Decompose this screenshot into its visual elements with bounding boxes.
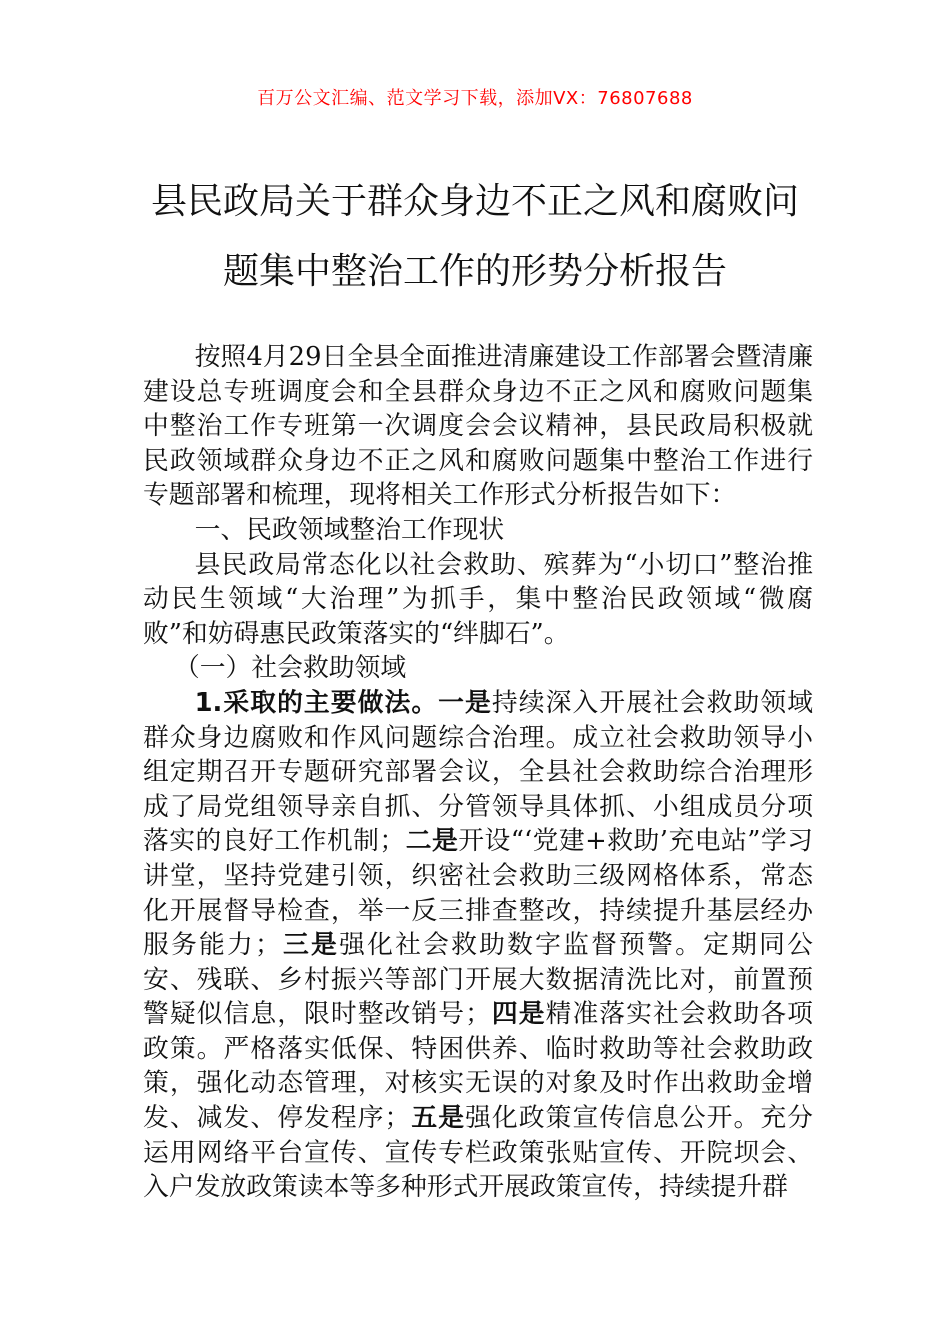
document-title-line-1: 县民政局关于群众身边不正之风和腐败问 xyxy=(150,181,799,222)
item-1-text: 持续深入开展社会救助领域群众身边腐败和作风问题综合治理。成立社会救助领导小组定期召开专题研究部署会议，全县社会救助综合治理形成了局党组领导亲自抓、分管领导具体抓、小组成员分项落实的良好工作机制； xyxy=(143,687,813,857)
section-1-paragraph: 县民政局常态化以社会救助、殡葬为“小切口”整治推动民生领域“大治理”为抓手，集中整治民政领域“微腐败”和妨碍惠民政策落实的“绊脚石”。 xyxy=(143,549,813,649)
item-3-label: 三是 xyxy=(280,930,340,961)
item-1-label: 一是 xyxy=(438,687,492,718)
item-2-label: 二是 xyxy=(405,826,459,857)
item-5-label: 五是 xyxy=(410,1103,466,1134)
watermark-contact: 百万公文汇编、范文学习下载，添加VX：76807688 xyxy=(257,88,693,109)
intro-paragraph: 按照4月29日全县全面推进清廉建设工作部署会暨清廉建设总专班调度会和全县群众身边不正之风和腐败问题集中整治工作专班第一次调度会会议精神，县民政局积极就民政领域群众身边不正之风和腐败问题集中整治工作进行专题部署和梳理，现将相关工作形式分析报告如下： xyxy=(143,342,813,511)
measures-label: 1.采取的主要做法。 xyxy=(194,687,439,718)
item-3-text: 强化社会救助数字监督预警。定期同公安、残联、乡村振兴等部门开展大数据清洗比对，前置预警疑似信息，限时整改销号； xyxy=(143,930,813,1030)
item-2-text: 开设“‘党建+救助’充电站”学习讲堂，坚持党建引领，织密社会救助三级网格体系，常态化开展督导检查，举一反三排查整改，持续提升基层经办服务能力； xyxy=(143,826,813,961)
subsection-1-heading: （一）社会救助领域 xyxy=(173,653,407,684)
section-1-heading: 一、民政领域整治工作现状 xyxy=(194,514,505,545)
document-body xyxy=(143,340,813,1205)
document-title-line-2: 题集中整治工作的形势分析报告 xyxy=(222,251,727,292)
item-4-label: 四是 xyxy=(490,999,546,1030)
item-5-text: 强化政策宣传信息公开。充分运用网络平台宣传、宣传专栏政策张贴宣传、开院坝会、入户发放政策读本等多种形式开展政策宣传，持续提升群 xyxy=(143,1103,813,1203)
measures-paragraph xyxy=(143,686,813,1205)
item-4-text: 精准落实社会救助各项政策。严格落实低保、特困供养、临时救助等社会救助政策，强化动态管理，对核实无误的对象及时作出救助金增发、减发、停发程序； xyxy=(143,999,813,1134)
